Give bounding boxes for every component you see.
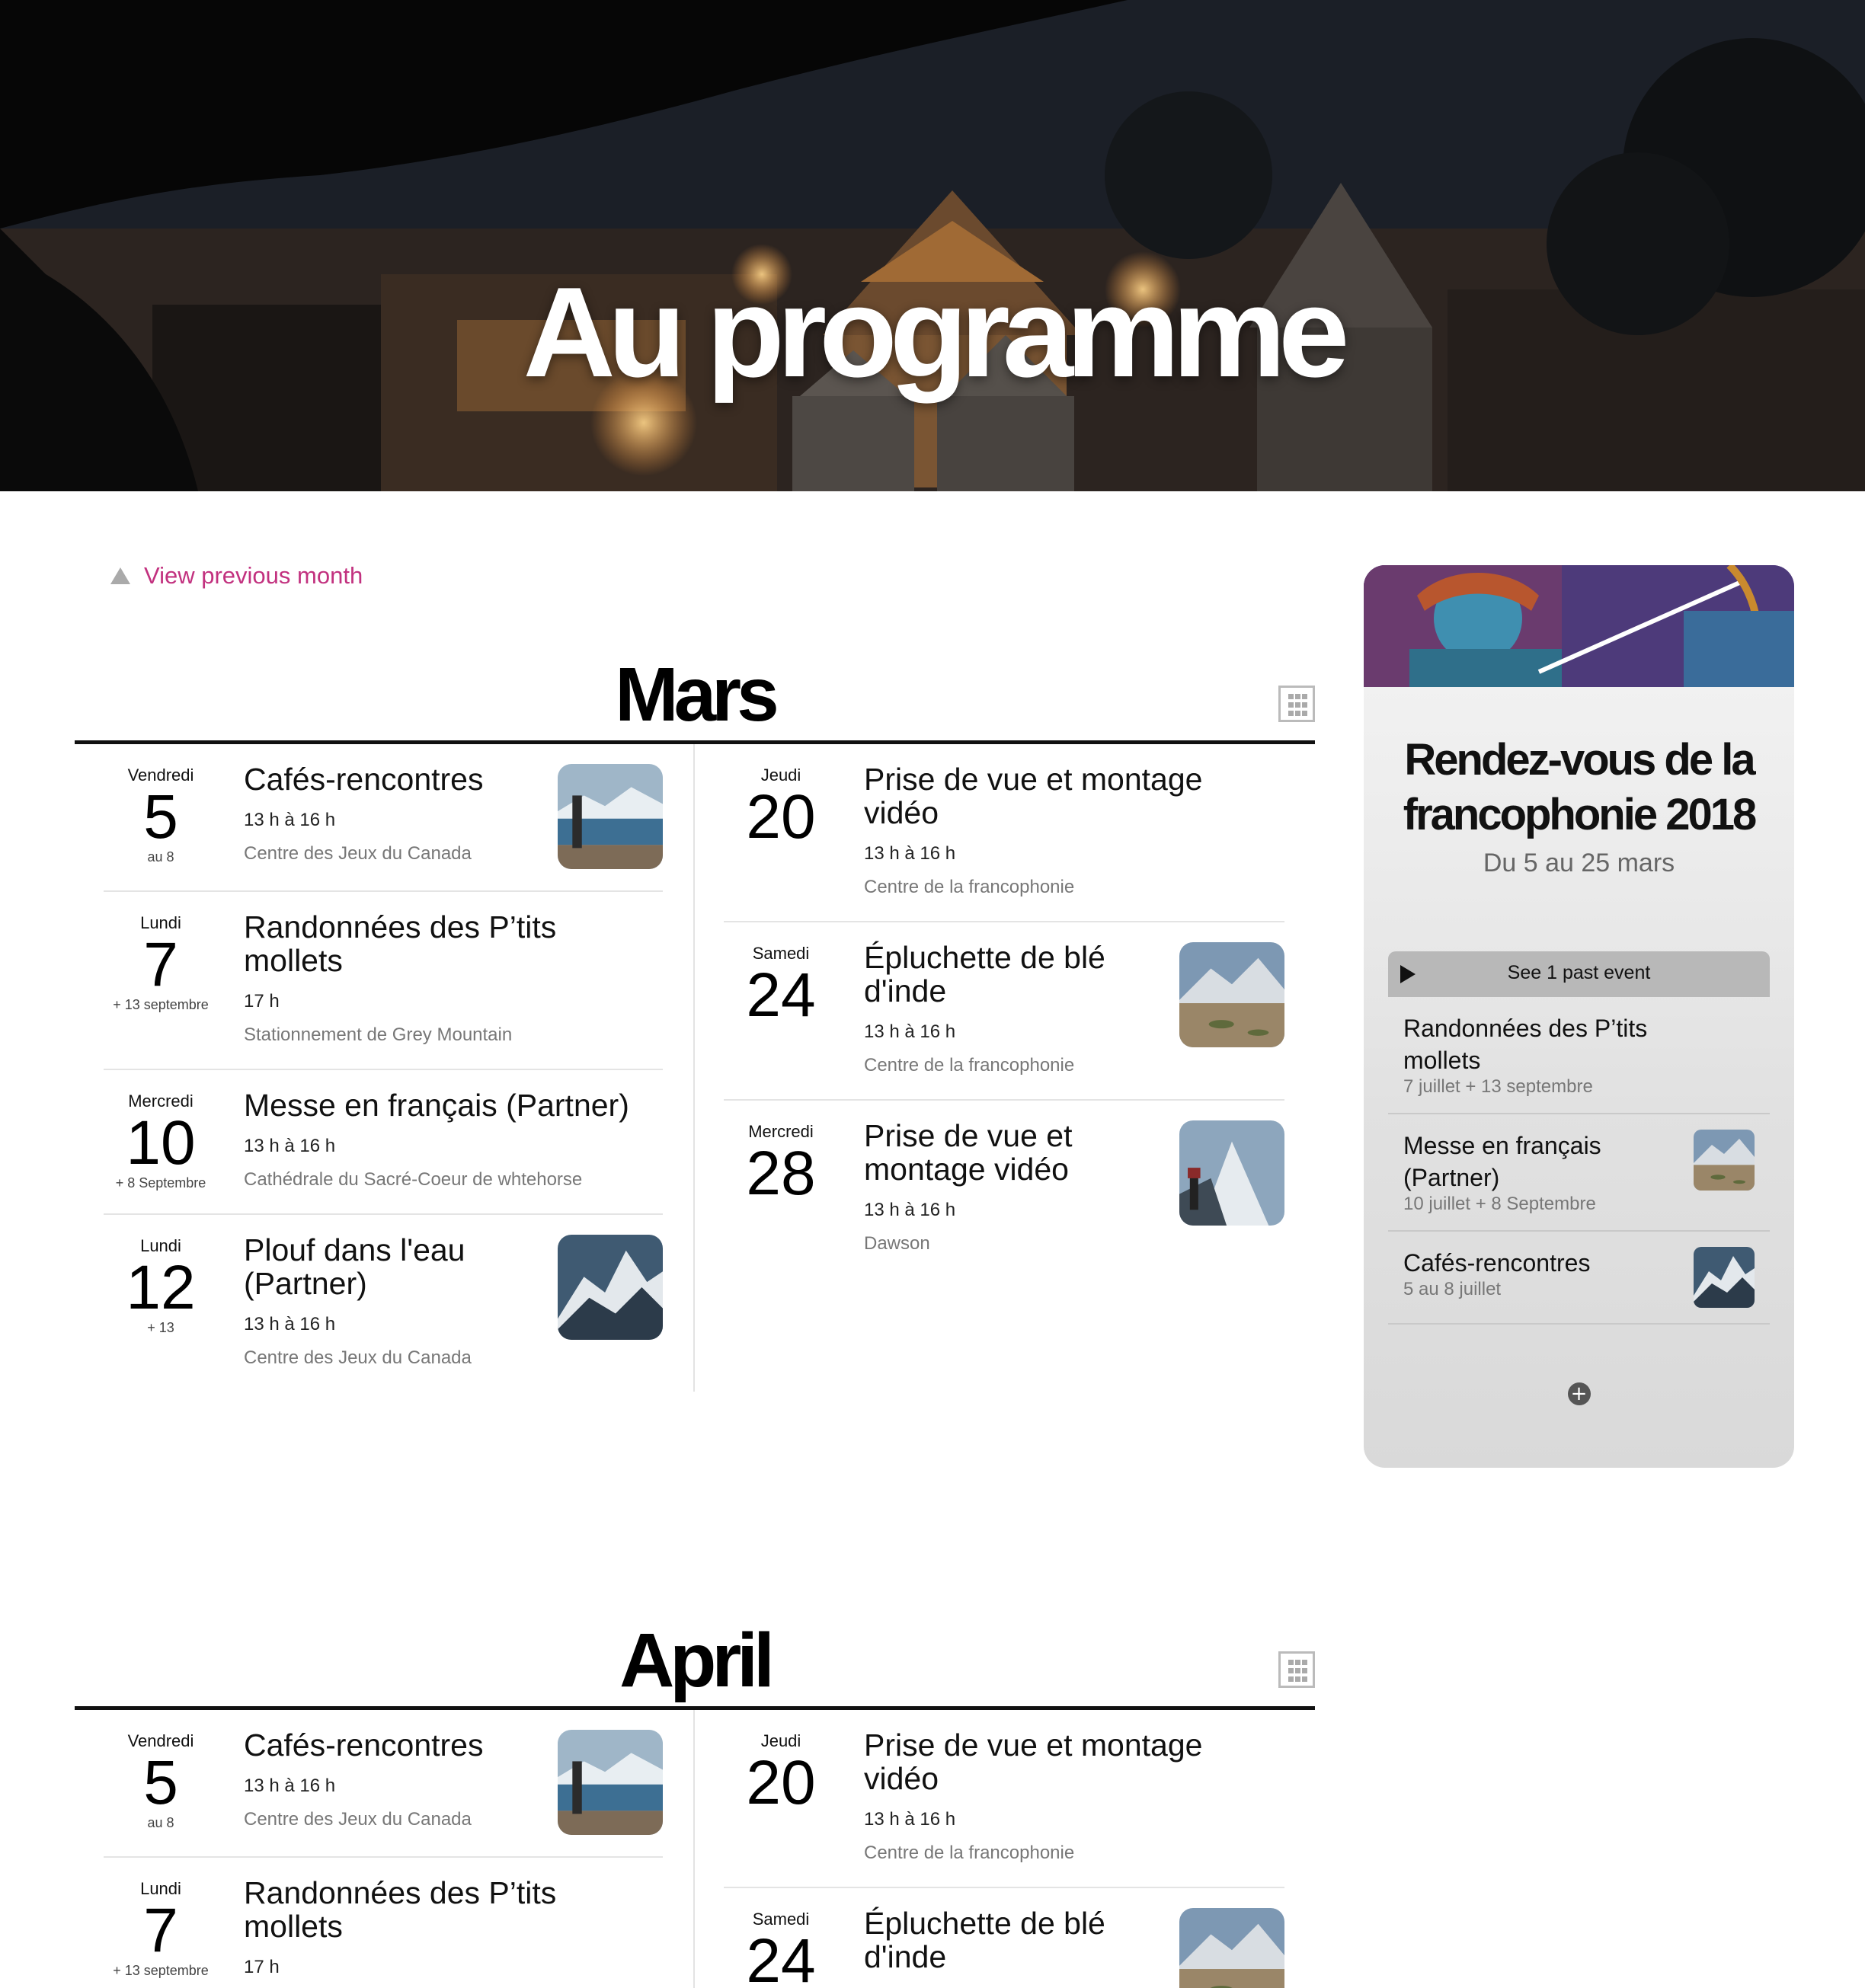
events-column-left xyxy=(75,1710,695,1988)
month-title: April xyxy=(619,1618,770,1703)
event-item[interactable] xyxy=(724,922,1284,1101)
featured-item-thumbnail xyxy=(1694,1130,1755,1191)
event-weekday: Samedi xyxy=(752,1910,810,1929)
event-info xyxy=(218,1088,663,1192)
event-title[interactable]: Prise de vue et montage vidéo xyxy=(864,762,1203,830)
event-time: 13 h à 16 h xyxy=(244,1136,336,1156)
event-weekday: Vendredi xyxy=(127,1731,194,1750)
event-day-number: 5 xyxy=(143,1748,178,1817)
event-time: 13 h à 16 h xyxy=(244,1775,336,1796)
event-time: 13 h à 16 h xyxy=(244,810,336,830)
event-location: Centre des Jeux du Canada xyxy=(244,843,472,864)
event-location: Dawson xyxy=(864,1233,930,1254)
featured-item-dates: 7 juillet + 13 septembre xyxy=(1403,1076,1593,1097)
event-date xyxy=(724,1119,838,1256)
featured-list-item[interactable] xyxy=(1388,997,1770,1114)
event-title[interactable]: Randonnées des P’tits mollets xyxy=(244,1875,557,1944)
featured-item-title: Messe en français (Partner) xyxy=(1403,1132,1601,1191)
featured-list-item[interactable] xyxy=(1388,1114,1770,1232)
event-date xyxy=(104,1876,218,1979)
event-day-number: 5 xyxy=(143,782,178,852)
event-item[interactable] xyxy=(104,1070,663,1215)
event-title[interactable]: Prise de vue et montage vidéo xyxy=(864,1118,1073,1187)
event-item[interactable] xyxy=(104,744,663,892)
event-thumbnail[interactable] xyxy=(558,1730,663,1835)
event-day-number: 7 xyxy=(143,930,178,999)
event-item[interactable] xyxy=(724,1888,1284,1988)
event-date xyxy=(104,1233,218,1370)
event-location: Stationnement de Grey Mountain xyxy=(244,1024,513,1045)
view-previous-month-link[interactable] xyxy=(110,562,363,590)
month-section-mars xyxy=(75,652,1315,1392)
event-date xyxy=(104,1728,218,1835)
event-info xyxy=(838,1728,1284,1865)
event-info xyxy=(838,1906,1179,1988)
event-location: Centre des Jeux du Canada xyxy=(244,1347,472,1368)
event-day-number: 20 xyxy=(746,1748,816,1817)
featured-event-dates: Du 5 au 25 mars xyxy=(1483,849,1675,877)
events-column-right xyxy=(695,1710,1315,1988)
event-item[interactable] xyxy=(724,1710,1284,1888)
event-info xyxy=(218,762,558,869)
event-thumbnail[interactable] xyxy=(1179,1908,1284,1988)
event-location: Cathédrale du Sacré-Coeur de whtehorse xyxy=(244,1169,583,1190)
event-time: 13 h à 16 h xyxy=(864,1809,956,1830)
event-item[interactable] xyxy=(104,1215,663,1392)
featured-item-dates: 10 juillet + 8 Septembre xyxy=(1403,1194,1596,1214)
event-item[interactable] xyxy=(104,892,663,1070)
event-info xyxy=(218,1233,558,1370)
event-thumbnail[interactable] xyxy=(558,764,663,869)
event-day-number: 7 xyxy=(143,1896,178,1965)
event-weekday: Mercredi xyxy=(128,1091,194,1111)
event-date xyxy=(724,1728,838,1865)
event-date-note: + 8 Septembre xyxy=(115,1175,206,1191)
event-weekday: Lundi xyxy=(140,1236,181,1255)
event-item[interactable] xyxy=(724,1101,1284,1277)
featured-event-card[interactable] xyxy=(1364,565,1794,1468)
event-date xyxy=(724,941,838,1078)
event-day-number: 20 xyxy=(746,782,816,852)
event-weekday: Mercredi xyxy=(748,1122,814,1141)
event-title[interactable]: Prise de vue et montage vidéo xyxy=(864,1728,1203,1796)
event-date xyxy=(104,762,218,869)
event-weekday: Lundi xyxy=(140,913,181,932)
event-time: 13 h à 16 h xyxy=(864,1200,956,1220)
event-weekday: Jeudi xyxy=(760,765,801,785)
event-date-note: au 8 xyxy=(147,849,174,865)
event-date xyxy=(724,1906,838,1988)
event-info xyxy=(218,910,663,1047)
hero-banner xyxy=(0,0,1865,491)
event-title[interactable]: Cafés-rencontres xyxy=(244,1728,484,1763)
event-location: Centre de la francophonie xyxy=(864,1843,1075,1863)
hero-photo xyxy=(0,0,1865,491)
featured-item-dates: 5 au 8 juillet xyxy=(1403,1279,1502,1299)
event-date xyxy=(104,1088,218,1192)
featured-event-title: Rendez-vous de la francophonie 2018 xyxy=(1403,735,1755,839)
month-section-april xyxy=(75,1618,1315,1988)
event-info xyxy=(218,1876,663,1979)
see-past-events-button[interactable] xyxy=(1388,951,1770,997)
event-day-number: 12 xyxy=(126,1253,196,1322)
event-title[interactable]: Épluchette de blé d'inde xyxy=(864,1906,1105,1974)
event-time: 13 h à 16 h xyxy=(864,1021,956,1042)
triangle-up-icon xyxy=(110,567,130,584)
view-previous-month-label: View previous month xyxy=(144,562,363,589)
event-date xyxy=(724,762,838,900)
featured-item-title: Cafés-rencontres xyxy=(1403,1249,1591,1277)
event-location: Centre des Jeux du Canada xyxy=(244,1809,472,1830)
event-day-number: 28 xyxy=(746,1139,816,1208)
archer-illustration xyxy=(1364,565,1794,687)
events-column-left xyxy=(75,744,695,1392)
event-thumbnail[interactable] xyxy=(1179,1120,1284,1226)
events-column-right xyxy=(695,744,1315,1392)
event-date-note: + 13 xyxy=(147,1320,174,1335)
featured-item-thumbnail xyxy=(1694,1247,1755,1308)
event-title[interactable]: Plouf dans l'eau (Partner) xyxy=(244,1232,465,1301)
calendar-grid-icon[interactable] xyxy=(1278,686,1315,722)
calendar-grid-icon[interactable] xyxy=(1278,1651,1315,1688)
event-weekday: Lundi xyxy=(140,1879,181,1898)
event-info xyxy=(838,941,1179,1078)
event-info xyxy=(218,1728,558,1835)
event-date-note: + 13 septembre xyxy=(113,997,209,1012)
expand-more-button[interactable]: + xyxy=(1568,1382,1591,1405)
event-time: 17 h xyxy=(244,991,280,1012)
event-location: Centre de la francophonie xyxy=(864,1055,1075,1076)
featured-event-list xyxy=(1364,997,1794,1325)
featured-item-text xyxy=(1403,1247,1590,1308)
event-location: Centre de la francophonie xyxy=(864,877,1075,897)
event-item[interactable] xyxy=(104,1710,663,1858)
event-title[interactable]: Épluchette de blé d'inde xyxy=(864,940,1105,1008)
event-day-number: 24 xyxy=(746,960,816,1030)
featured-banner-image xyxy=(1364,565,1794,687)
event-item[interactable] xyxy=(724,744,1284,922)
event-date xyxy=(104,910,218,1047)
event-weekday: Vendredi xyxy=(127,765,194,785)
see-past-events-label: See 1 past event xyxy=(1507,962,1651,983)
featured-item-text xyxy=(1403,1012,1708,1098)
event-weekday: Jeudi xyxy=(760,1731,801,1750)
event-thumbnail[interactable] xyxy=(558,1235,663,1340)
event-day-number: 10 xyxy=(126,1108,196,1178)
event-time: 17 h xyxy=(244,1957,280,1977)
event-title[interactable]: Cafés-rencontres xyxy=(244,762,484,797)
page-title: Au programme xyxy=(523,260,1342,404)
month-title: Mars xyxy=(615,652,775,737)
event-date-note: + 13 septembre xyxy=(113,1963,209,1978)
event-info xyxy=(838,762,1284,900)
event-weekday: Samedi xyxy=(752,944,810,963)
featured-item-text xyxy=(1403,1130,1678,1215)
event-time: 13 h à 16 h xyxy=(864,843,956,864)
featured-list-item[interactable] xyxy=(1388,1232,1770,1325)
event-info xyxy=(838,1119,1179,1256)
event-item[interactable] xyxy=(104,1858,663,1988)
event-title[interactable]: Randonnées des P’tits mollets xyxy=(244,909,557,978)
event-time: 13 h à 16 h xyxy=(244,1314,336,1334)
featured-item-title: Randonnées des P’tits mollets xyxy=(1403,1015,1648,1074)
event-title[interactable]: Messe en français (Partner) xyxy=(244,1088,629,1123)
event-thumbnail[interactable] xyxy=(1179,942,1284,1047)
event-day-number: 24 xyxy=(746,1926,816,1988)
event-date-note: au 8 xyxy=(147,1815,174,1830)
